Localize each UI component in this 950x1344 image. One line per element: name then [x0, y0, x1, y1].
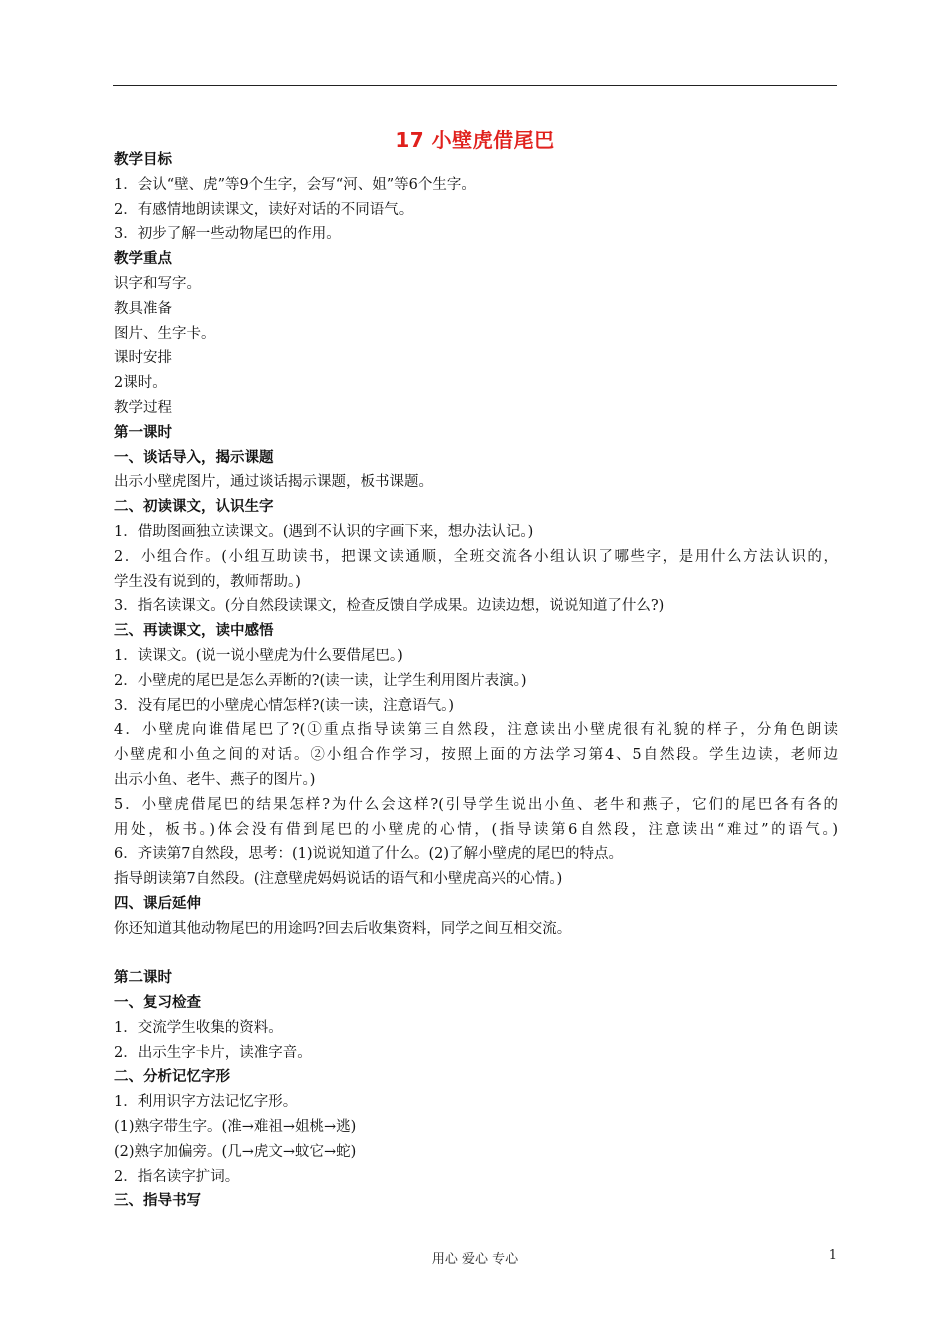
text-line: 1．读课文。(说一说小壁虎为什么要借尾巴。) [114, 647, 403, 664]
section-heading: 三、再读课文，读中感悟 [114, 623, 274, 640]
text-line: 2．指名读字扩词。 [114, 1168, 240, 1185]
header-rule [113, 85, 837, 86]
section-heading: 三、指导书写 [114, 1193, 201, 1210]
text-line: 2．有感情地朗读课文，读好对话的不同语气。 [114, 201, 414, 218]
section-heading: 一、复习检查 [114, 995, 201, 1012]
text-line: 图片、生字卡。 [114, 325, 216, 342]
section-heading: 二、分析记忆字形 [114, 1069, 230, 1086]
text-line: 教学过程 [114, 399, 172, 416]
text-line: 2．小壁虎的尾巴是怎么弄断的?(读一读，让学生利用图片表演。) [114, 672, 527, 689]
text-line: 1．会认“壁、虎”等9个生字，会写“河、姐”等6个生字。 [114, 176, 476, 193]
text-line: 你还知道其他动物尾巴的用途吗?回去后收集资料，同学之间互相交流。 [114, 920, 572, 937]
text-line: 2．小组合作。(小组互助读书，把课文读通顺，全班交流各小组认识了哪些字，是用什么方法认识的， [114, 548, 838, 565]
text-line: 4．小壁虎向谁借尾巴了?(①重点指导读第三自然段，注意读出小壁虎很有礼貌的样子，分角色朗读 [114, 722, 838, 739]
text-line: 小壁虎和小鱼之间的对话。②小组合作学习，按照上面的方法学习第4、5自然段。学生边读，老师边 [114, 747, 838, 764]
text-line: 出示小鱼、老牛、燕子的图片。) [114, 771, 316, 788]
text-line: 3．指名读课文。(分自然段读课文，检查反馈自学成果。边读边想，说说知道了什么?) [114, 598, 665, 615]
text-line: 识字和写字。 [114, 275, 201, 292]
text-line: 教具准备 [114, 300, 172, 317]
section-heading: 四、课后延伸 [114, 895, 201, 912]
text-line: 课时安排 [114, 350, 172, 367]
page-number: 1 [828, 1248, 837, 1263]
text-line: 2．出示生字卡片，读准字音。 [114, 1044, 312, 1061]
section-heading: 第二课时 [114, 970, 172, 987]
text-line: 1．利用识字方法记忆字形。 [114, 1094, 298, 1111]
section-heading: 教学重点 [114, 251, 172, 268]
text-line: 3．没有尾巴的小壁虎心情怎样?(读一读，注意语气。) [114, 697, 455, 714]
text-line: 1．借助图画独立读课文。(遇到不认识的字画下来，想办法认记。) [114, 523, 534, 540]
text-line: 5．小壁虎借尾巴的结果怎样?为什么会这样?(引导学生说出小鱼、老牛和燕子，它们的尾巴各有各的 [114, 796, 838, 813]
text-line: (2)熟字加偏旁。(几→虎文→蚊它→蛇) [114, 1143, 357, 1160]
blank-line [114, 942, 838, 967]
text-line: 3．初步了解一些动物尾巴的作用。 [114, 226, 341, 243]
text-line: 2课时。 [114, 375, 167, 392]
text-line: 1．交流学生收集的资料。 [114, 1019, 283, 1036]
text-line: 出示小壁虎图片，通过谈话揭示课题，板书课题。 [114, 474, 433, 491]
text-line: (1)熟字带生字。(准→难祖→姐桃→逃) [114, 1119, 357, 1136]
text-line: 6．齐读第7自然段，思考：(1)说说知道了什么。(2)了解小壁虎的尾巴的特点。 [114, 846, 624, 863]
text-line: 用处，板书。)体会没有借到尾巴的小壁虎的心情，(指导读第6自然段，注意读出“难过”的语气。) [114, 821, 838, 838]
document-title: 17 小壁虎借尾巴 [395, 128, 555, 152]
footer-motto: 用心 爱心 专心 [431, 1252, 519, 1267]
section-heading: 一、谈话导入，揭示课题 [114, 449, 274, 466]
document-body [114, 148, 838, 1214]
text-line: 学生没有说到的，教师帮助。) [114, 573, 301, 590]
section-heading: 二、初读课文，认识生字 [114, 499, 274, 516]
section-heading: 教学目标 [114, 152, 172, 168]
section-heading: 第一课时 [114, 424, 172, 441]
text-line: 指导朗读第7自然段。(注意壁虎妈妈说话的语气和小壁虎高兴的心情。) [114, 871, 563, 888]
